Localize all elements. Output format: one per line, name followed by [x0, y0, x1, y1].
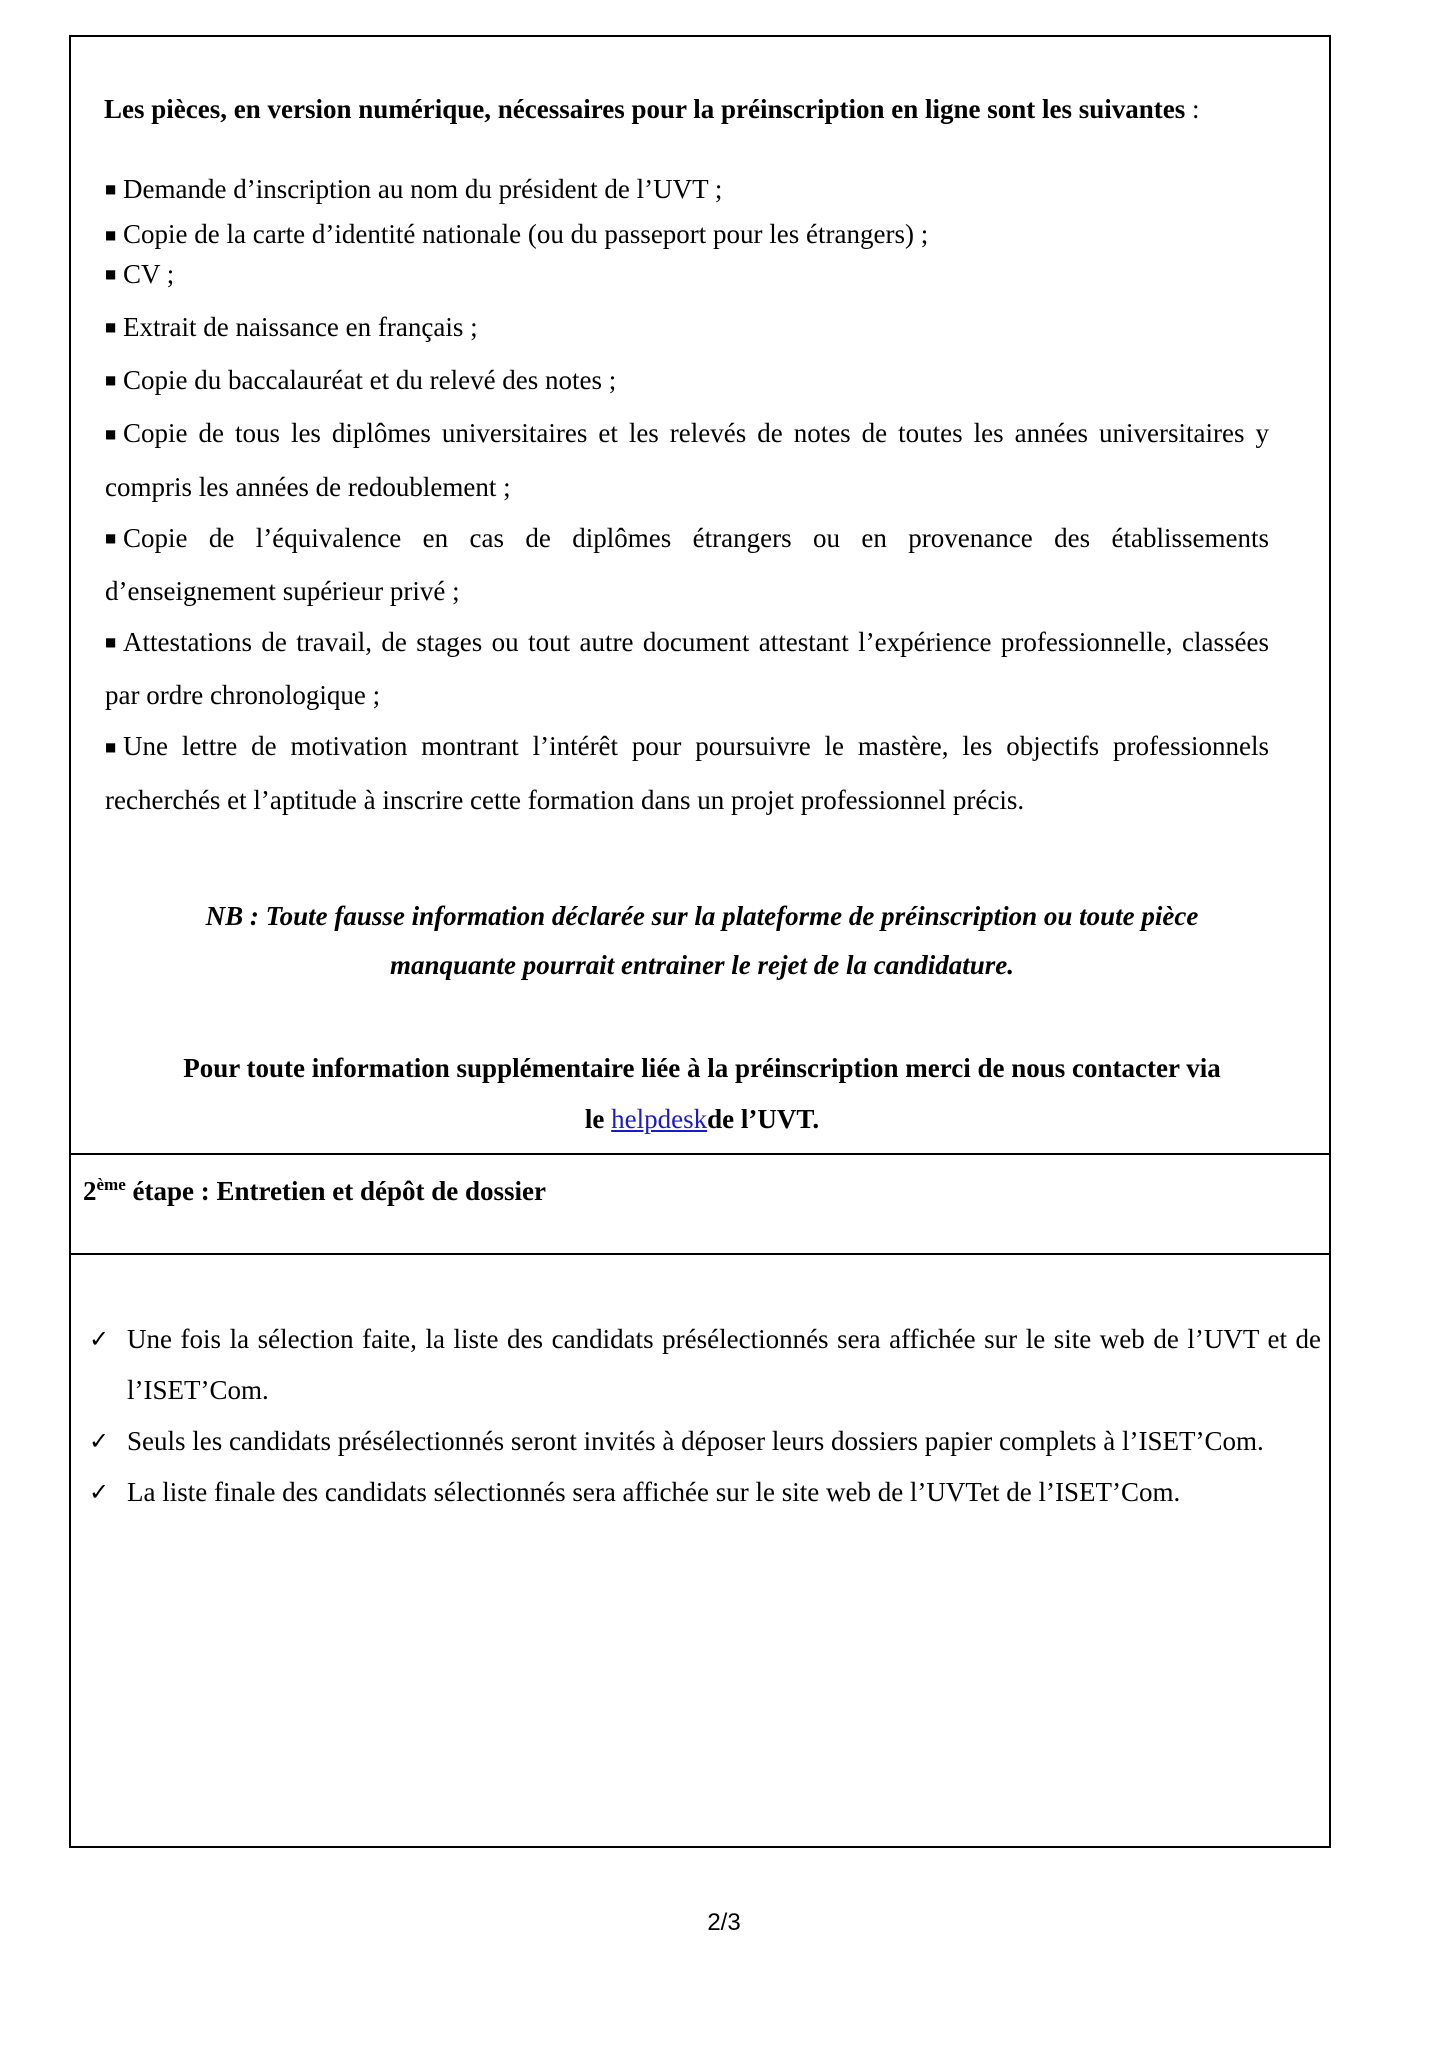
helpdesk-link[interactable]: helpdesk: [611, 1104, 708, 1134]
list-item: [83, 1467, 1321, 1518]
pieces-intro: [104, 91, 1304, 127]
pieces-intro-bold: Les pièces, en version numérique, nécessaires pour la préinscription en ligne sont les suivantes: [104, 94, 1186, 124]
step-content: [71, 1255, 1329, 1846]
list-item: [105, 721, 1269, 825]
square-bullet-icon: ■: [105, 531, 117, 546]
list-item-text: La liste finale des candidats sélectionnés sera affichée sur le site web de l’UVTet de l’ISET’Com.: [127, 1477, 1181, 1507]
step-ordinal-suffix: ème: [96, 1175, 126, 1194]
list-item-text: CV ;: [123, 258, 175, 289]
square-bullet-icon: ■: [105, 266, 117, 281]
document-table: [69, 35, 1331, 1848]
list-item: [105, 617, 1269, 721]
list-item-text: Demande d’inscription au nom du président de l’UVT ;: [123, 174, 723, 204]
contact-line: Pour toute information supplémentaire liée à la préinscription merci de nous contacter via: [183, 1053, 1221, 1083]
list-item-text: Une fois la sélection faite, la liste des candidats présélectionnés sera affichée sur le site web de l’UVT et de l’ISET’Com.: [127, 1324, 1321, 1405]
list-item: [105, 513, 1269, 617]
pieces-intro-tail: :: [1185, 94, 1200, 124]
list-item-text: Copie de l’équivalence en cas de diplômes étrangers ou en provenance des établissements d’enseignement supérieur privé ;: [105, 522, 1269, 607]
step-number: 2: [83, 1176, 97, 1206]
list-item: [83, 1416, 1321, 1467]
square-bullet-icon: ■: [105, 426, 117, 441]
checkmark-icon: ✓: [89, 1427, 110, 1455]
list-item-text: Une lettre de motivation montrant l’intérêt pour poursuivre le mastère, les objectifs professionnels recherchés et l’aptitude à inscrire cette formation dans un projet professionnel précis.: [105, 731, 1269, 815]
contact-note: [71, 1043, 1333, 1145]
list-item-text: Copie de tous les diplômes universitaires et les relevés de notes de toutes les années universitaires y compris les années de redoublement ;: [105, 418, 1269, 502]
list-item-text: Attestations de travail, de stages ou tout autre document attestant l’expérience professionnelle, classées par ordre chronologique ;: [105, 627, 1269, 711]
pieces-section: [71, 37, 1329, 1155]
step-title-text: étape : Entretien et dépôt de dossier: [125, 1176, 546, 1206]
square-bullet-icon: ■: [105, 739, 117, 754]
checkmark-icon: ✓: [89, 1478, 110, 1506]
list-item-text: Extrait de naissance en français ;: [123, 311, 478, 342]
step-header: [71, 1155, 1329, 1255]
nb-warning-line: manquante pourrait entrainer le rejet de la candidature.: [389, 950, 1015, 980]
square-bullet-icon: ■: [105, 373, 117, 388]
contact-line: [71, 1094, 1333, 1145]
checkmark-icon: ✓: [89, 1325, 110, 1353]
contact-prefix: le: [584, 1104, 612, 1134]
page-number: 2/3: [707, 1909, 741, 1936]
square-bullet-icon: ■: [105, 182, 117, 197]
list-item: [105, 302, 1269, 355]
nb-warning: [71, 892, 1333, 990]
list-item: [83, 1314, 1321, 1416]
list-item-text: Copie de la carte d’identité nationale (ou du passeport pour les étrangers) ;: [123, 219, 929, 250]
square-bullet-icon: ■: [105, 635, 117, 650]
square-bullet-icon: ■: [105, 320, 117, 335]
list-item: [105, 408, 1269, 512]
nb-warning-line: NB : Toute fausse information déclarée sur la plateforme de préinscription ou toute pièce: [205, 901, 1199, 931]
list-item-text: Seuls les candidats présélectionnés seront invités à déposer leurs dossiers papier complets à l’ISET’Com.: [127, 1426, 1264, 1456]
step-checklist: [83, 1314, 1321, 1518]
contact-suffix: de l’UVT.: [707, 1104, 820, 1134]
list-item: [105, 355, 1269, 408]
pieces-list: [105, 164, 1269, 826]
step-title: [83, 1163, 546, 1219]
list-item-text: Copie du baccalauréat et du relevé des notes ;: [123, 365, 617, 396]
square-bullet-icon: ■: [105, 227, 117, 242]
